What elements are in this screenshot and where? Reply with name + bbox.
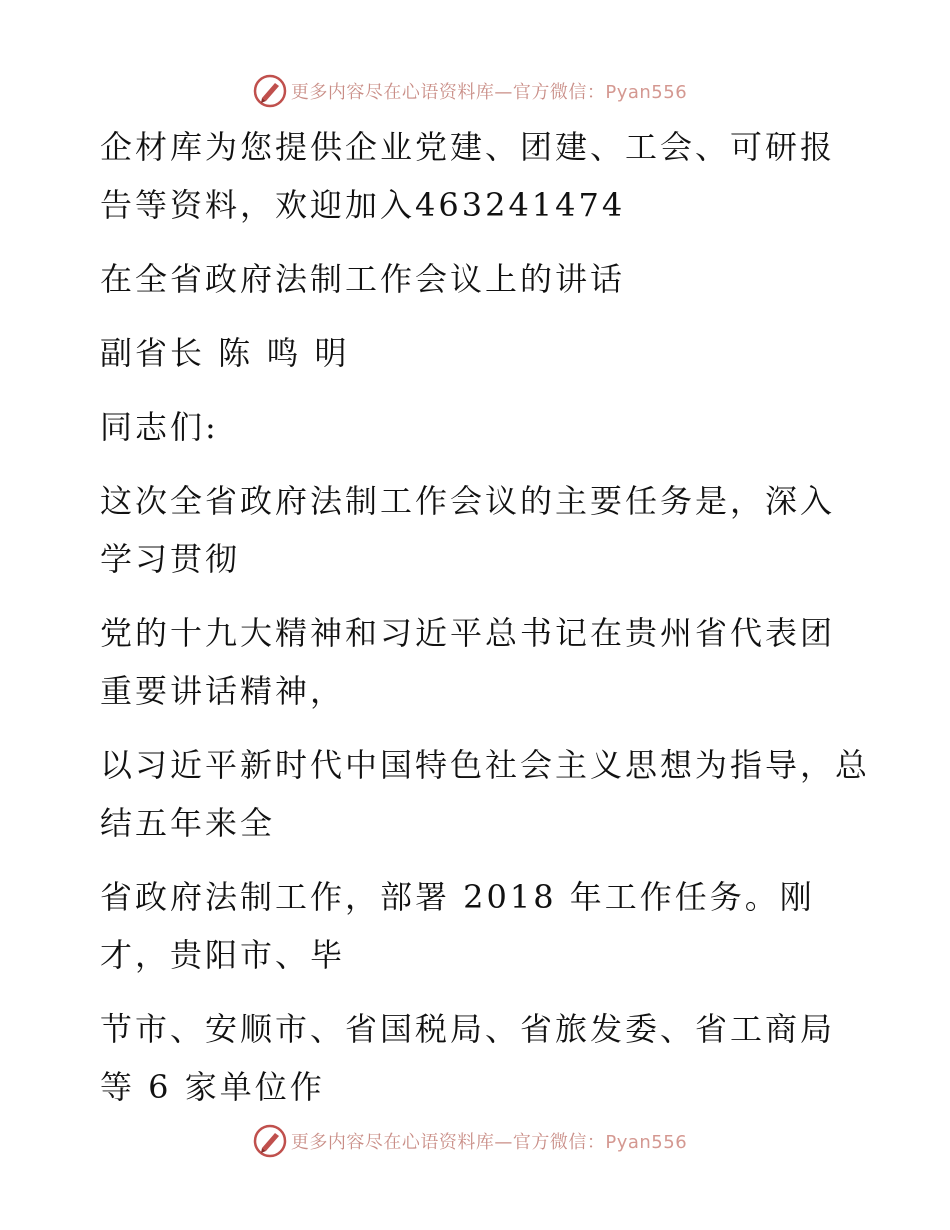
salutation: 同志们: [100,408,219,446]
paragraph-line: 以习近平新时代中国特色社会主义思想为指导，总 [100,746,871,784]
watermark-text: 更多内容尽在心语资料库—官方微信：Pyan556 [290,1132,688,1153]
paragraph-line: 重要讲话精神， [100,672,346,710]
paragraph-line: 告等资料，欢迎加入463241474 [100,186,626,224]
speech-title: 在全省政府法制工作会议上的讲话 [100,260,626,298]
speaker-name: 副省长 陈 鸣 明 [100,334,350,372]
paragraph-line: 省政府法制工作，部署 2018 年工作任务。刚 [100,878,815,916]
paragraph-line: 才，贵阳市、毕 [100,936,346,974]
paragraph-line: 等 6 家单位作 [100,1068,325,1106]
paragraph-line: 这次全省政府法制工作会议的主要任务是，深入 [100,482,836,520]
brand-logo-icon [253,1124,287,1158]
paragraph-line: 学习贯彻 [100,540,241,578]
brand-logo-icon [253,74,287,108]
paragraph-line: 节市、安顺市、省国税局、省旅发委、省工商局 [100,1010,836,1048]
paragraph-line: 企材库为您提供企业党建、团建、工会、可研报 [100,128,836,166]
watermark-text: 更多内容尽在心语资料库—官方微信：Pyan556 [290,82,688,103]
header-watermark [0,71,950,111]
paragraph-line: 结五年来全 [100,804,276,842]
footer-watermark [0,1121,950,1161]
paragraph-line: 党的十九大精神和习近平总书记在贵州省代表团 [100,614,836,652]
